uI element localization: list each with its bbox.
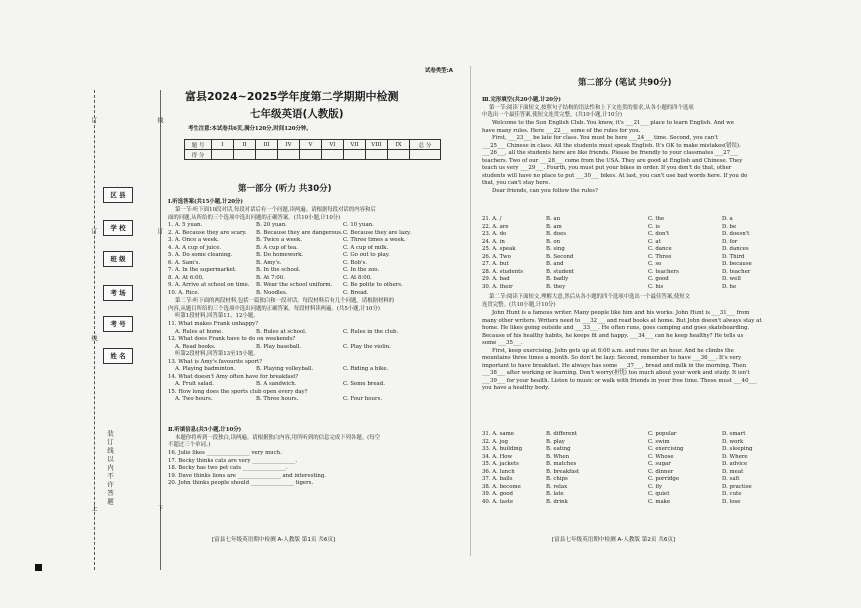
question-option: C. Go out to play. — [343, 252, 390, 258]
question-option: C. Rules in the club. — [343, 328, 399, 335]
cloze-option: C. quiet — [648, 491, 670, 497]
exam-room-field-label: 考 场 — [103, 285, 133, 301]
cloze-option: D. dances — [722, 246, 749, 252]
cloze-option: C. at — [648, 238, 661, 245]
cloze-option: C. popular — [648, 431, 677, 437]
question-option: B. A cup of tea. — [256, 244, 298, 251]
section3-intro: 第一节:阅读下面短文,按照句子结构的语法性和上下文连贯的要求,从各小题的四个选项 — [489, 104, 694, 111]
cloze-option: 25. A. speak — [482, 246, 516, 252]
exam-notice: 考生注意:本试卷共6页,满分120分,时间120分钟。 — [188, 126, 312, 132]
cloze-option: C. porridge — [648, 476, 680, 482]
cloze-option: B. chips — [546, 476, 568, 482]
page-divider — [470, 66, 471, 556]
binding-line-dashed — [94, 90, 95, 570]
cloze-option: 40. A. taste — [482, 498, 514, 505]
cloze-option: 33. A. building — [482, 446, 523, 452]
question-text: 听第2段材料,回答第13至15小题。 — [175, 351, 259, 357]
section3b-intro: 第二节:阅读下面短文,理解大意,然后从各小题的四个选项中选出一个最佳答案,使短文 — [489, 294, 691, 300]
cloze-option: C. make — [648, 498, 671, 505]
score-header-cell: V — [300, 140, 322, 150]
cloze-option: 21. A. / — [482, 216, 502, 222]
cloze-option: D. sleeping — [722, 446, 753, 452]
cloze-option: 23. A. do — [482, 231, 507, 237]
passage-line: home. He likes going outside and ___33___. He often runs, goes camping and goes skateboarding. — [482, 325, 750, 331]
passage-line: ___26___, all the students here are like friends. Please be friendly to your classmates ___27___ — [482, 150, 739, 156]
score-cell[interactable] — [300, 150, 322, 160]
passage-line: have many rules. Here ___22___ some of the rules for you. — [482, 127, 641, 134]
question-option-a: 9. A. Arrive at school on time. — [168, 282, 250, 288]
passage-line: John Hunt is a famous writer. Many people like him and his works. John Hunt is ___31___ from — [492, 310, 750, 316]
cloze-option: B. relax — [546, 483, 568, 490]
question-option: B. In the school. — [256, 267, 301, 273]
question-option: B. Play baseball. — [256, 343, 302, 350]
question-text: 15. How long does the sports club open every day? — [168, 388, 308, 395]
cloze-option: C. Whose — [648, 453, 674, 460]
section3-heading: Ⅲ.完形填空(共20小题,计20分) — [482, 97, 561, 103]
question-option: C. Play the violin. — [343, 343, 391, 350]
registration-mark — [35, 564, 42, 571]
score-cell[interactable] — [388, 150, 410, 160]
question-option: C. Three times a week. — [343, 237, 406, 243]
cloze-option: D. advice — [722, 461, 748, 467]
cloze-option: B. am — [546, 223, 562, 230]
binding-mark: 订 — [90, 228, 97, 235]
passage-line: First, keep exercising. John gets up at 6:00 a.m. and runs for an hour. And he climbs the — [492, 347, 734, 354]
question-option: B. Because they are dangerous. — [256, 229, 343, 236]
score-row-label: 得 分 — [185, 150, 212, 160]
cloze-option: C. fly — [648, 483, 663, 490]
cloze-option: D. be — [722, 223, 737, 230]
cloze-option: C. teachers — [648, 268, 679, 275]
cloze-option: 30. A. their — [482, 283, 513, 290]
question-option: B. Amy's. — [256, 259, 282, 266]
score-cell[interactable] — [344, 150, 366, 160]
fill-in-question: 16. Julie likes ________________ very much. — [168, 450, 282, 456]
score-cell[interactable] — [410, 150, 441, 160]
cloze-option: 39. A. good — [482, 491, 513, 497]
cloze-option: 27. A. but — [482, 261, 509, 267]
exam-subtitle: 七年级英语(人教版) — [250, 108, 344, 120]
fill-in-question: 20. John thinks people should ________________ tigers. — [168, 480, 314, 486]
question-option-a: 4. A. A cup of juice. — [168, 244, 222, 251]
cloze-option: C. swim — [648, 438, 670, 445]
question-text: 12. What does Frank have to do on weekends? — [168, 336, 296, 342]
question-option: B. 20 yuan. — [256, 222, 287, 228]
cloze-option: B. late — [546, 491, 564, 497]
fill-in-question: 19. Dave thinks lions are ________________ and interesting. — [168, 472, 326, 479]
page1-footer: [富县七年级英语期中检测 A-人教版 第1页 共6页] — [212, 537, 336, 543]
binding-mark: 订 — [90, 117, 97, 124]
question-option: B. A sandwich. — [256, 381, 297, 387]
cloze-option: C. the — [648, 216, 665, 222]
cloze-option: D. doesn't — [722, 231, 750, 237]
question-text: 13. What is Amy's favourite sport? — [168, 358, 263, 365]
question-option: B. At 7:00. — [256, 274, 285, 281]
question-option: B. Playing volleyball. — [256, 366, 314, 372]
passage-line: teachers. Two of our ___28___ come from the USA. They are good at English and Chinese. They — [482, 157, 743, 164]
cloze-option: B. badly — [546, 276, 569, 282]
passage-line: ___38___ after working or learning. Don't worry(担忧) too much about your work and study. It isn't — [482, 370, 750, 376]
question-option: B. Do homework. — [256, 252, 304, 258]
score-header-cell: I — [212, 140, 234, 150]
passage-line: important to have breakfast. He always has some ___37___, bread and milk in the morning. Then — [482, 362, 747, 369]
cloze-option: C. exercising — [648, 446, 684, 452]
passage-line: some ___35___. — [482, 340, 523, 346]
question-option: A. Two hours. — [175, 396, 213, 402]
score-table-score-row — [185, 150, 441, 160]
question-option: B. Wear the school uniform. — [256, 282, 333, 288]
score-cell[interactable] — [234, 150, 256, 160]
question-option: C. Bread. — [343, 289, 369, 296]
question-option: C. Some bread. — [343, 381, 385, 387]
cloze-option: D. work — [722, 438, 744, 445]
cloze-option: D. teacher — [722, 268, 751, 275]
binding-line-solid — [160, 90, 161, 570]
score-cell[interactable] — [366, 150, 388, 160]
question-option: C. A cup of milk. — [343, 244, 389, 251]
score-cell[interactable] — [278, 150, 300, 160]
exam-type: 试卷类型:A — [425, 68, 453, 74]
passage-line: mountains three times a month. So don't be lazy. Second, remember to have ___36___. It's very — [482, 355, 742, 361]
passage-line: teach us very ___29___. Fourth, you must put your bikes in order. If you don't do that, other — [482, 165, 732, 171]
passage-line: ___25___ Chinese in class. All the students must speak English. It's OK to make mistakes(错误). — [482, 142, 741, 149]
score-header-cell: VI — [322, 140, 344, 150]
question-option-a: 3. A. Once a week. — [168, 237, 219, 243]
binding-mark: 线 — [156, 117, 163, 124]
cloze-option: B. on — [546, 238, 561, 245]
exam-number-field-label: 考 号 — [103, 316, 133, 332]
cloze-option: 36. A. lunch — [482, 468, 515, 475]
question-option: C. Bob's. — [343, 259, 367, 266]
score-table-header-row — [185, 140, 441, 150]
passage-line: many other writers. Writers need to ___32___ and read books at home. But John doesn't always stay at — [482, 317, 762, 324]
question-option: C. Be polite to others. — [343, 282, 403, 288]
section3-intro: 中选出一个最佳答案,使短文连贯完整。(共10小题,计10分) — [482, 112, 622, 118]
cloze-option: C. dinner — [648, 468, 674, 475]
cloze-option: C. don't — [648, 231, 670, 237]
cloze-option: D. Third — [722, 253, 745, 260]
name-field-label: 姓 名 — [103, 348, 133, 364]
cloze-option: D. cute — [722, 491, 742, 497]
cloze-option: C. dance — [648, 246, 672, 252]
question-option: B. Rules at school. — [256, 328, 307, 335]
cloze-option: D. smart — [722, 431, 746, 437]
passage-line: Welcome to the Sun English Club. You know, it's ___21___ place to learn English. And we — [492, 120, 734, 126]
score-cell[interactable] — [256, 150, 278, 160]
exam-title: 富县2024~2025学年度第二学期期中检测 — [185, 90, 399, 103]
score-table — [184, 139, 441, 160]
passage-line: students will have no place to put ___30___ bikes. At last, you can't use bad words here. If you do — [482, 172, 748, 179]
score-header-cell: 题 号 — [185, 140, 212, 150]
cloze-option: D. lose — [722, 498, 741, 505]
cloze-option: 34. A. How — [482, 453, 513, 460]
section3b-intro: 连贯完整。(共10小题,计10分) — [482, 301, 556, 308]
cloze-option: B. an — [546, 216, 561, 222]
cloze-option: D. he — [722, 283, 737, 290]
cloze-option: C. good — [648, 276, 669, 282]
score-header-cell: II — [234, 140, 256, 150]
binding-mark: 上 — [90, 505, 97, 512]
page2-footer: [富县七年级英语期中检测 A-人教版 第2页 共6页] — [552, 537, 676, 543]
passage-line: Dear friends, can you follow the rules? — [492, 187, 598, 194]
question-option: C. 10 yuan. — [343, 222, 374, 228]
score-header-cell: VIII — [366, 140, 388, 150]
passage-line: ___39___ for your health. Listen to music or walk with friends in your free time. These must ___40___ — [482, 377, 757, 384]
question-option-a: 10. A. Rice. — [168, 289, 200, 296]
cloze-option: D. well — [722, 276, 741, 282]
part1-title: 第一部分 (听力 共30分) — [238, 184, 332, 194]
section1-intro: 第一节:听下面10段对话,每段对话后有一个问题,读两遍。请根据每段对话的内容和后 — [175, 207, 376, 213]
cloze-option: B. does — [546, 231, 567, 237]
question-option-a: 8. A. At 6:00. — [168, 274, 204, 281]
section1-heading: Ⅰ.听选答案(共15小题,计20分) — [168, 199, 243, 205]
question-option: C. At 8:00. — [343, 274, 372, 281]
cloze-option: B. Second — [546, 253, 574, 260]
cloze-option: 28. A. students — [482, 268, 524, 275]
cloze-option: 38. A. become — [482, 483, 521, 490]
question-option-a: 1. A. 5 yuan. — [168, 222, 203, 228]
cloze-option: B. and — [546, 261, 564, 267]
binding-mark: 线 — [90, 335, 97, 342]
cloze-option: 29. A. bad — [482, 276, 510, 282]
binding-mark: 订 — [156, 228, 163, 235]
question-text: 14. What doesn't Amy often have for breakfast? — [168, 373, 299, 380]
class-field-label: 班 级 — [103, 251, 133, 267]
cloze-option: 22. A. are — [482, 223, 509, 230]
cloze-option: C. Three — [648, 253, 672, 260]
question-option: B. Twice a week. — [256, 237, 302, 243]
cloze-option: C. is — [648, 223, 660, 230]
passage-line: that, you can't stay here. — [482, 180, 551, 186]
question-option: C. Because they are lazy. — [343, 229, 411, 236]
question-option-a: 5. A. Do some cleaning. — [168, 252, 233, 258]
cloze-option: B. they — [546, 283, 566, 290]
section1b-intro: 听第1段材料,回答第11、12小题。 — [175, 313, 259, 319]
score-cell[interactable] — [212, 150, 234, 160]
cloze-option: 37. A. balls — [482, 476, 513, 482]
cloze-option: B. matches — [546, 461, 577, 467]
question-option: B. Noodles. — [256, 289, 288, 296]
question-option: C. Four hours. — [343, 396, 383, 402]
score-header-cell: 总 分 — [410, 140, 441, 150]
section1b-intro: 第二节:听下面的两段材料,包括一篇独白和一段对话。每段材料后有几个问题。请根据材料的 — [175, 298, 395, 304]
score-header-cell: IX — [388, 140, 410, 150]
fill-in-question: 17. Becky thinks cats are very ________________. — [168, 457, 298, 464]
score-header-cell: III — [256, 140, 278, 150]
question-option: C. In the zoo. — [343, 267, 380, 273]
cloze-option: D. a — [722, 216, 733, 222]
school-field-label: 学 校 — [103, 220, 133, 236]
section1-intro: 面的问题,从所给的三个选项中选出问题的正确答案。(共10小题,计10分) — [168, 214, 341, 221]
cloze-option: D. salt — [722, 476, 740, 482]
passage-line: First, ___23___ be late for class. You must be here ___24___ time. Second, you can't — [492, 135, 718, 141]
cloze-option: B. student — [546, 268, 575, 275]
cloze-option: 24. A. in — [482, 238, 505, 245]
fill-in-question: 18. Becky has two pet cats ________________. — [168, 465, 288, 471]
cloze-option: 35. A. jackets — [482, 461, 519, 467]
cloze-option: B. drink — [546, 498, 568, 505]
cloze-option: D. Where — [722, 453, 748, 460]
cloze-option: D. meat — [722, 468, 744, 475]
question-option-a: 6. A. Sam's. — [168, 259, 201, 266]
question-option: A. Rules at home. — [175, 328, 224, 335]
score-cell[interactable] — [322, 150, 344, 160]
part2-title: 第二部分 (笔试 共90分) — [578, 78, 672, 88]
cloze-option: B. different — [546, 431, 577, 437]
score-header-cell: IV — [278, 140, 300, 150]
cloze-option: 32. A. jog — [482, 438, 508, 445]
cloze-option: B. eating — [546, 446, 571, 452]
score-header-cell: VII — [344, 140, 366, 150]
question-option: A. Fruit salad. — [175, 381, 214, 387]
question-option: B. Three hours. — [256, 396, 299, 402]
question-option-a: 2. A. Because they are scary. — [168, 229, 247, 236]
cloze-option: C. his — [648, 283, 664, 290]
cloze-option: 26. A. Two — [482, 253, 511, 260]
section2-text: 不超过三个单词。) — [168, 442, 211, 448]
passage-line: you have a healthy body. — [482, 385, 550, 391]
binding-mark: 下 — [156, 505, 163, 512]
cloze-option: D. because — [722, 261, 752, 267]
cloze-option: B. play — [546, 438, 565, 445]
section2-text: 本题你将听到一段独白,读两遍。请根据独白内容,用所听到的信息完成下列各题。(每空 — [175, 434, 380, 441]
cloze-option: C. sugar — [648, 461, 671, 467]
section1b-intro: 内容,从题目所给的三个选项中选出问题的正确答案。每段材料读两遍。(共5小题,计10分) — [168, 305, 380, 312]
question-option-a: 7. A. In the supermarket. — [168, 267, 237, 273]
cloze-option: 31. A. same — [482, 431, 514, 437]
cloze-option: B. When — [546, 453, 570, 460]
question-option: A. Read books. — [175, 343, 216, 350]
county-field-label: 区 县 — [103, 187, 133, 203]
cloze-option: B. breakfast — [546, 468, 580, 475]
cloze-option: D. practise — [722, 483, 752, 490]
passage-line: Because of his healthy habits, he keeps fit and happy. ___34___ can he keep healthy? He tells us — [482, 332, 744, 339]
question-option: C. Riding a bike. — [343, 366, 389, 372]
question-text: 11. What makes Frank unhappy? — [168, 321, 259, 327]
cloze-option: D. for — [722, 238, 738, 245]
cloze-option: B. sing — [546, 246, 565, 252]
question-option: A. Playing badminton. — [175, 366, 236, 372]
cloze-option: C. so — [648, 261, 662, 267]
binding-notice: 装订线以内不许答题 — [106, 430, 114, 507]
section2-heading: Ⅱ.听填信息(共5小题,计10分) — [168, 427, 242, 433]
